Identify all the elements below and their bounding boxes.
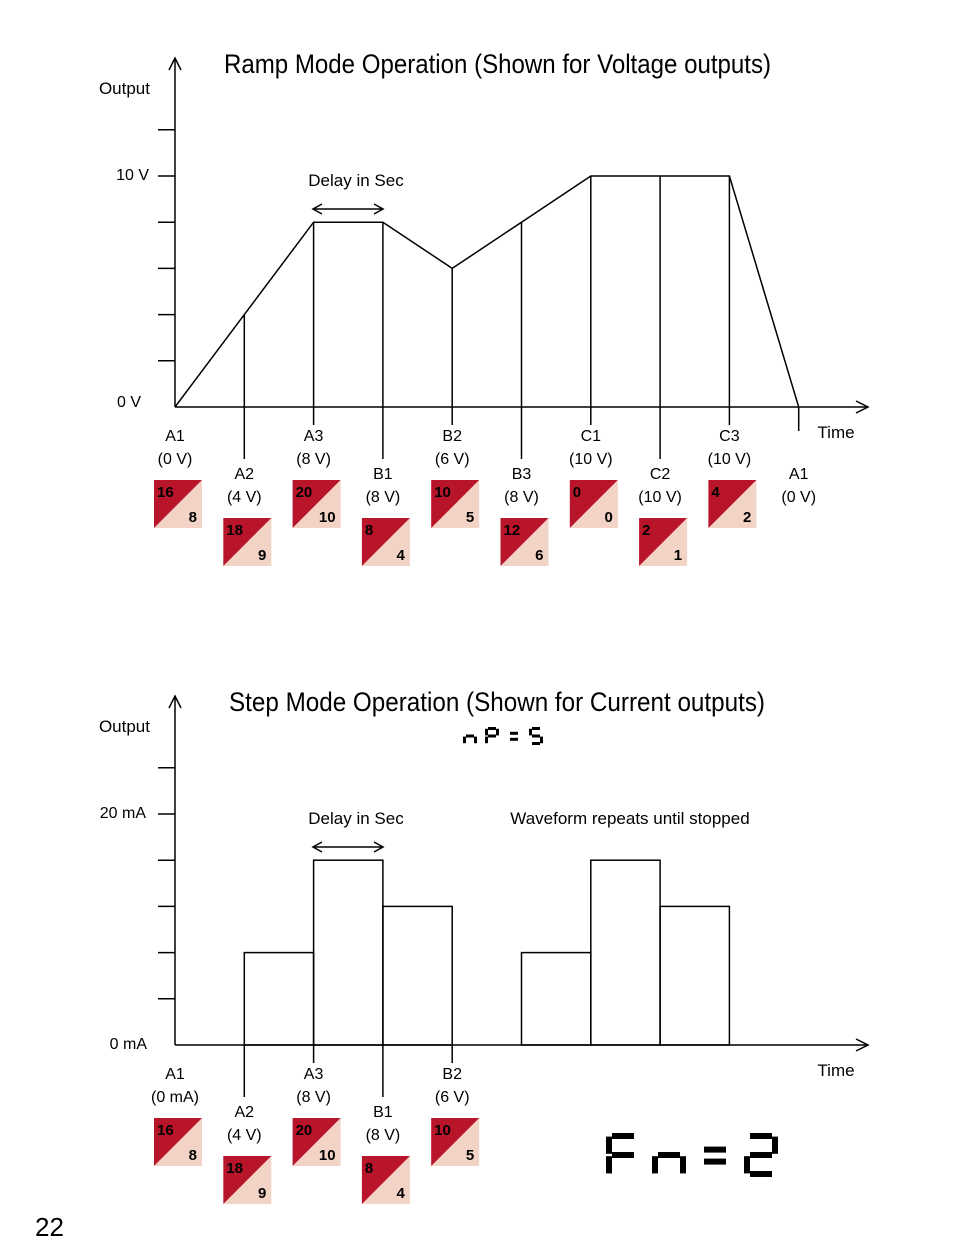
point-name: A3	[303, 428, 324, 445]
badge-top-value: 2	[642, 522, 651, 539]
segment-g	[532, 735, 540, 738]
segment-e	[652, 1156, 658, 1173]
badge-bottom-value: 5	[465, 509, 475, 526]
badge	[362, 518, 410, 566]
badge	[431, 480, 479, 528]
badge-bottom-value: 1	[673, 547, 683, 564]
ramp-y-axis-label: Output	[98, 79, 150, 98]
badge-top-value: 18	[226, 1160, 243, 1177]
badge-bottom-value: 4	[396, 547, 405, 564]
ramp-chart	[99, 49, 868, 566]
point-name: A1	[788, 466, 809, 483]
point-value: (0 mA)	[151, 1089, 199, 1106]
segment-f	[529, 729, 532, 736]
badge-bottom-value: 10	[318, 509, 336, 526]
segment	[704, 1147, 726, 1153]
segment-e	[606, 1156, 612, 1173]
badge	[293, 1118, 341, 1166]
point-value: (8 V)	[365, 489, 401, 506]
point-name: B1	[373, 466, 393, 483]
point-name: A3	[303, 1066, 324, 1083]
badge-top-value: 8	[364, 1160, 374, 1177]
segment-c	[474, 737, 477, 744]
badge-top-value: 16	[157, 484, 174, 501]
segment	[510, 738, 518, 741]
segment-d	[750, 1171, 772, 1177]
point-value: (0 V)	[781, 489, 817, 506]
step-y-ticks	[158, 768, 175, 999]
segment-f	[606, 1137, 612, 1154]
badge	[708, 480, 756, 528]
point-value: (8 V)	[365, 1127, 401, 1144]
badge-top-value: 4	[711, 484, 720, 501]
badge-top-value: 18	[226, 522, 243, 539]
ramp-y-ticks	[158, 130, 175, 361]
segment-c	[680, 1156, 686, 1173]
segment-g	[612, 1152, 634, 1158]
point-name: B3	[511, 466, 532, 483]
point-name: C1	[580, 428, 602, 445]
badge-top-value: 10	[434, 1122, 451, 1139]
point-name: C3	[719, 428, 740, 445]
badge-top-value: 0	[572, 484, 582, 501]
step-y-zero-label: 0 mA	[109, 1036, 147, 1053]
segment-g	[750, 1152, 772, 1158]
ramp-x-axis-label: Time	[817, 423, 855, 442]
segment	[510, 732, 518, 735]
badge-bottom-value: 5	[465, 1147, 475, 1164]
fn-seven-segment-display	[606, 1133, 778, 1177]
step-delay-label: Delay in Sec	[308, 809, 404, 828]
point-name: A2	[234, 466, 255, 483]
point-name: A1	[165, 428, 185, 445]
point-name: C2	[649, 466, 671, 483]
step-title: Step Mode Operation (Shown for Current outputs)	[229, 687, 765, 717]
step-waveform	[244, 860, 729, 1045]
point-value: (10 V)	[638, 489, 682, 506]
segment-g	[658, 1152, 680, 1158]
point-value: (4 V)	[226, 1127, 262, 1144]
badge	[362, 1156, 410, 1204]
step-level	[591, 860, 660, 1045]
step-y-axis-label: Output	[98, 717, 150, 736]
badge-top-value: 10	[434, 484, 451, 501]
segment-a	[488, 727, 496, 730]
step-level	[522, 953, 591, 1045]
ramp-axes	[169, 58, 868, 413]
step-x-axis-label: Time	[817, 1061, 855, 1080]
badge-top-value: 16	[157, 1122, 174, 1139]
badge-top-value: 8	[364, 522, 374, 539]
badge	[154, 480, 202, 528]
badge	[570, 480, 618, 528]
point-value: (10 V)	[569, 451, 613, 468]
step-x-markers	[244, 1045, 452, 1097]
point-name: B2	[442, 428, 462, 445]
ramp-delay-label: Delay in Sec	[308, 171, 404, 190]
point-value: (10 V)	[707, 451, 752, 468]
segment-b	[496, 729, 499, 736]
badge	[154, 1118, 202, 1166]
segment-c	[540, 737, 543, 744]
badge	[293, 480, 341, 528]
segment-e	[463, 737, 466, 744]
badge-bottom-value: 8	[188, 509, 197, 526]
point-name: A1	[165, 1066, 185, 1083]
segment-a	[612, 1133, 634, 1139]
badge	[223, 518, 271, 566]
step-axes	[169, 696, 868, 1051]
badge-bottom-value: 2	[743, 509, 752, 526]
point-value: (8 V)	[504, 489, 539, 506]
step-y-top-label: 20 mA	[99, 805, 146, 822]
point-value: (8 V)	[296, 1089, 331, 1106]
point-value: (8 V)	[296, 451, 331, 468]
badge-top-value: 12	[503, 522, 521, 539]
segment-d	[532, 742, 540, 745]
step-level	[244, 953, 313, 1045]
segment-e	[744, 1156, 750, 1173]
ramp-drop-lines	[244, 176, 798, 459]
point-name: B2	[442, 1066, 462, 1083]
badge-top-value: 20	[295, 1122, 313, 1139]
point-value: (0 V)	[157, 451, 193, 468]
ramp-y-top-label: 10 V	[116, 167, 149, 184]
segment-a	[532, 727, 540, 730]
badge-bottom-value: 9	[257, 547, 267, 564]
segment-g	[466, 735, 474, 738]
step-level	[383, 906, 452, 1045]
badge-bottom-value: 6	[535, 547, 544, 564]
segment-a	[750, 1133, 772, 1139]
badge-bottom-value: 8	[188, 1147, 197, 1164]
segment	[704, 1159, 726, 1165]
badge-bottom-value: 9	[257, 1185, 267, 1202]
ramp-y-zero-label: 0 V	[116, 394, 141, 411]
badge	[431, 1118, 479, 1166]
step-repeat-label: Waveform repeats until stopped	[510, 809, 750, 828]
point-value: (6 V)	[434, 1089, 470, 1106]
step-level	[314, 860, 383, 1045]
point-name: A2	[234, 1104, 255, 1121]
badge	[639, 518, 687, 566]
point-value: (6 V)	[434, 451, 470, 468]
badge	[223, 1156, 271, 1204]
ramp-title: Ramp Mode Operation (Shown for Voltage outputs)	[224, 49, 771, 79]
step-chart	[99, 687, 868, 1204]
badge-top-value: 20	[295, 484, 313, 501]
page-number: 22	[35, 1212, 64, 1242]
step-level	[660, 906, 729, 1045]
point-value: (4 V)	[226, 489, 262, 506]
segment-e	[485, 737, 488, 744]
badge-bottom-value: 10	[318, 1147, 336, 1164]
badge-bottom-value: 0	[604, 509, 613, 526]
step-badges	[154, 1118, 479, 1204]
ramp-waveform	[175, 176, 799, 407]
point-name: B1	[373, 1104, 393, 1121]
badge-bottom-value: 4	[396, 1185, 405, 1202]
segment-b	[772, 1137, 778, 1154]
badge	[501, 518, 549, 566]
segment-f	[485, 729, 488, 736]
np-seven-segment-display	[463, 727, 543, 745]
segment-g	[488, 735, 496, 738]
